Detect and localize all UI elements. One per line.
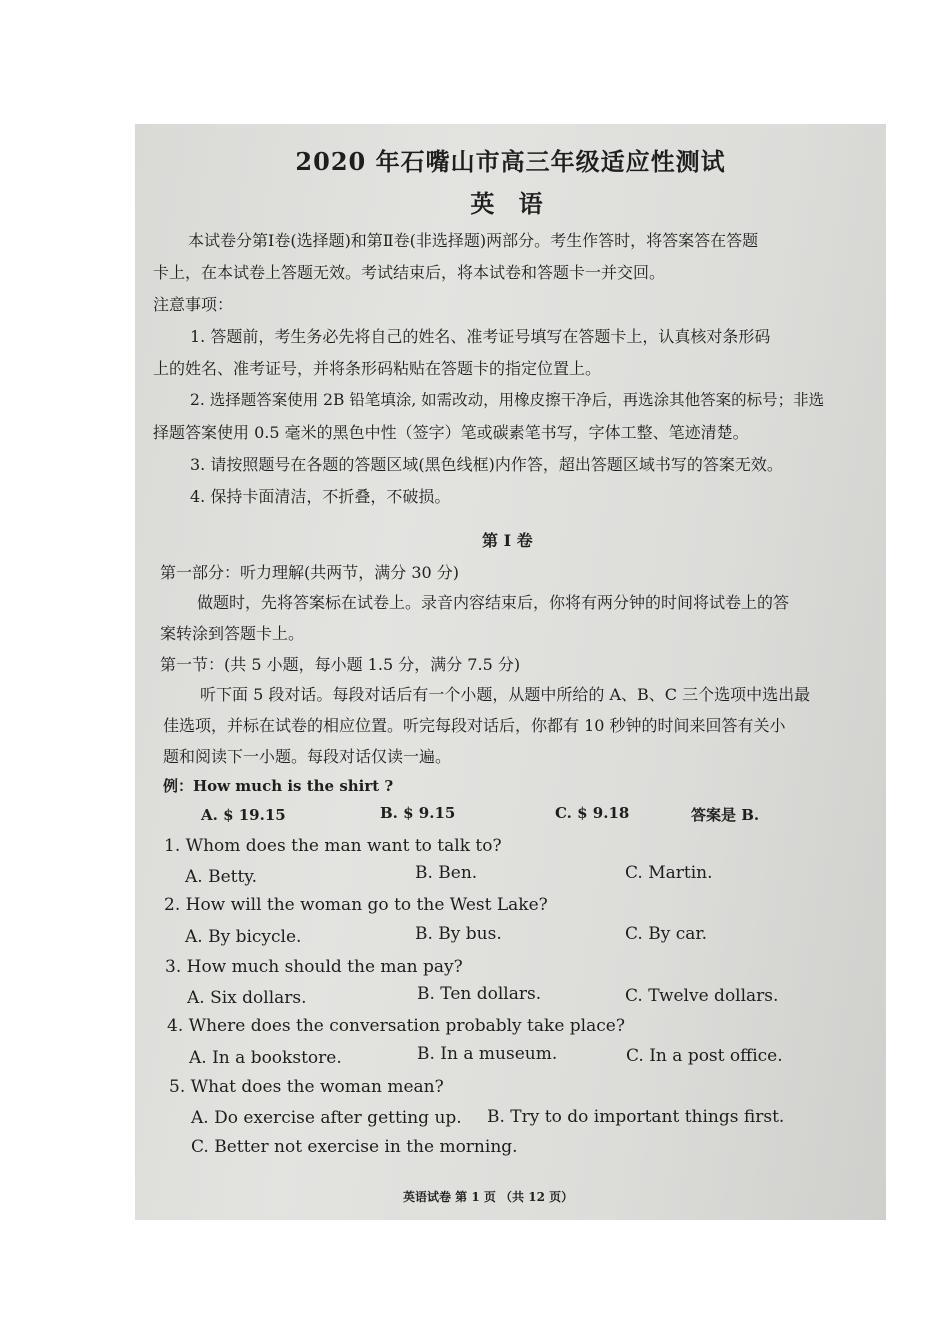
- intro-line-2: 卡上，在本试卷上答题无效。考试结束后，将本试卷和答题卡一并交回。: [153, 263, 666, 282]
- notice-item-1-line-2: 上的姓名、准考证号，并将条形码粘贴在答题卡的指定位置上。: [153, 359, 602, 378]
- example-option-b: B. $ 9.15: [380, 804, 456, 822]
- example-question: 例：How much is the shirt ?: [163, 777, 394, 795]
- section1-desc-line-1: 听下面 5 段对话。每段对话后有一个小题，从题中所给的 A、B、C 三个选项中选出最: [200, 685, 811, 704]
- notice-item-2-line-1: 2. 选择题答案使用 2B 铅笔填涂, 如需改动，用橡皮擦干净后，再选涂其他答案的标号；非选: [190, 391, 825, 409]
- example-option-a: A. $ 19.15: [201, 806, 286, 824]
- page-footer: 英语试卷 第 1 页 （共 12 页）: [403, 1190, 574, 1204]
- intro-line-1: 本试卷分第Ⅰ卷(选择题)和第Ⅱ卷(非选择题)两部分。考生作答时，将答案答在答题: [188, 231, 759, 250]
- section1-desc-line-3: 题和阅读下一小题。每段对话仅读一遍。: [163, 747, 452, 766]
- example-answer: 答案是 B.: [691, 806, 760, 824]
- part1-desc-line-2: 案转涂到答题卡上。: [160, 624, 305, 643]
- part1-heading: 第一部分：听力理解(共两节，满分 30 分): [160, 563, 460, 582]
- question-4-option-c: C. In a post office.: [626, 1046, 783, 1066]
- notice-heading: 注意事项：: [153, 295, 234, 314]
- question-3: 3. How much should the man pay?: [165, 957, 463, 977]
- notice-item-1-line-1: 1. 答题前，考生务必先将自己的姓名、准考证号填写在答题卡上，认真核对条形码: [190, 327, 771, 346]
- part1-desc-line-1: 做题时，先将答案标在试卷上。录音内容结束后，你将有两分钟的时间将试卷上的答: [197, 593, 790, 612]
- question-3-option-c: C. Twelve dollars.: [625, 986, 779, 1006]
- exam-paper: [135, 124, 886, 1220]
- question-1-option-a: A. Betty.: [185, 867, 258, 887]
- question-3-option-b: B. Ten dollars.: [417, 984, 542, 1004]
- section1-desc-line-2: 佳选项，并标在试卷的相应位置。听完每段对话后，你都有 10 秒钟的时间来回答有关小: [163, 716, 786, 735]
- volume-title: 第 I 卷: [482, 531, 533, 550]
- notice-item-4: 4. 保持卡面清洁，不折叠，不破损。: [190, 487, 451, 506]
- question-5: 5. What does the woman mean?: [169, 1077, 444, 1097]
- question-5-option-c: C. Better not exercise in the morning.: [191, 1137, 518, 1157]
- question-3-option-a: A. Six dollars.: [187, 988, 307, 1008]
- question-1-option-b: B. Ben.: [415, 863, 478, 883]
- question-4-option-a: A. In a bookstore.: [189, 1048, 342, 1068]
- question-5-option-b: B. Try to do important things first.: [487, 1107, 785, 1127]
- question-2-option-b: B. By bus.: [415, 924, 502, 944]
- question-5-option-a: A. Do exercise after getting up.: [191, 1108, 462, 1128]
- question-2: 2. How will the woman go to the West Lake?: [164, 895, 548, 915]
- question-4: 4. Where does the conversation probably take place?: [167, 1016, 625, 1036]
- exam-title: 2020 年石嘴山市高三年级适应性测试: [295, 147, 726, 176]
- example-option-c: C. $ 9.18: [555, 804, 630, 822]
- section1-heading: 第一节：(共 5 小题，每小题 1.5 分，满分 7.5 分): [160, 655, 521, 674]
- notice-item-2-line-2: 择题答案使用 0.5 毫米的黑色中性（签字）笔或碳素笔书写，字体工整、笔迹清楚。: [153, 423, 749, 442]
- question-1: 1. Whom does the man want to talk to?: [164, 836, 502, 856]
- question-4-option-b: B. In a museum.: [417, 1044, 558, 1064]
- question-1-option-c: C. Martin.: [625, 863, 713, 883]
- subject-title: 英 语: [470, 189, 551, 218]
- question-2-option-a: A. By bicycle.: [185, 927, 302, 947]
- notice-item-3: 3. 请按照题号在各题的答题区域(黑色线框)内作答，超出答题区域书写的答案无效。: [190, 455, 783, 474]
- question-2-option-c: C. By car.: [625, 924, 708, 944]
